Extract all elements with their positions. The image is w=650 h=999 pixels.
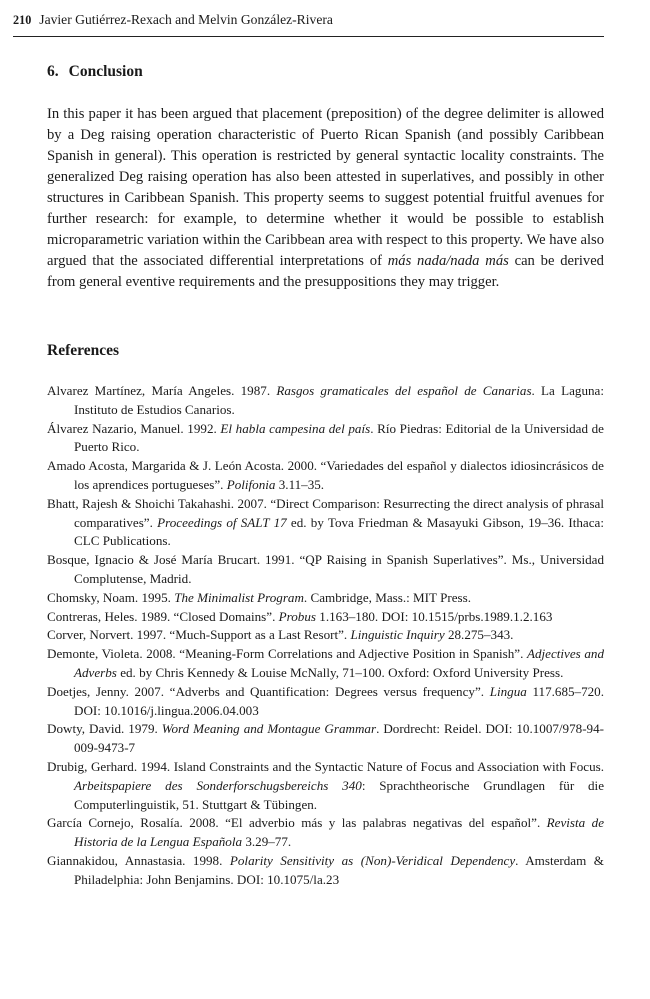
text-run: Demonte, Violeta. 2008. “Meaning-Form Correlations and Adjective Position in Spanish”. <box>47 646 527 662</box>
text-run: Doetjes, Jenny. 2007. “Adverbs and Quantification: Degrees versus frequency”. <box>47 683 490 699</box>
text-run: García Cornejo, Rosalía. 2008. “El adverbio más y las palabras negativas del español”. <box>47 815 547 831</box>
text-run: Álvarez Nazario, Manuel. 1992. <box>47 420 221 436</box>
page-content <box>47 61 604 890</box>
text-run: Alvarez Martínez, María Angeles. 1987. <box>47 383 277 398</box>
text-run: . Cambridge, Mass.: MIT Press. <box>303 589 471 605</box>
italic-text: Proceedings of SALT 17 <box>157 514 287 530</box>
reference-entry <box>47 626 604 645</box>
references-heading: References <box>47 342 120 359</box>
section-title: Conclusion <box>68 63 143 80</box>
text-run: can be derived from general eventive requirements and the presuppositions they may trigger. <box>47 253 604 290</box>
text-run: Dowty, David. 1979. <box>47 721 162 737</box>
text-run: Contreras, Heles. 1989. “Closed Domains”. <box>47 608 279 624</box>
reference-entry <box>47 382 604 420</box>
reference-entry <box>47 589 604 608</box>
reference-entry <box>47 495 604 551</box>
text-run: Corver, Norvert. 1997. “Much-Support as a Last Resort”. <box>47 627 351 643</box>
text-run: 28.275–343. <box>444 627 514 643</box>
italic-text: Word Meaning and Montague Grammar <box>161 721 377 737</box>
text-run: ed. by Tova Friedman & Masayuki Gibson, 19–36. Ithaca: CLC Publications. <box>74 514 604 549</box>
italic-text: Polifonia <box>226 476 276 492</box>
section-number: 6. <box>47 63 59 80</box>
text-run: . La Laguna: Instituto de Estudios Canarios. <box>74 383 604 417</box>
section-heading <box>47 61 604 83</box>
text-run: 117.685–720. DOI: 10.1016/j.lingua.2006.04.003 <box>74 683 604 718</box>
italic-text: Linguistic Inquiry <box>350 627 445 643</box>
reference-entry <box>47 608 604 627</box>
reference-list <box>47 382 604 890</box>
text-run: Drubig, Gerhard. 1994. Island Constraints and the Syntactic Nature of Focus and Association with Focus. <box>47 758 604 774</box>
italic-text: más nada/nada más <box>387 253 509 269</box>
italic-text: Rasgos gramaticales del español de Canarias <box>276 383 532 398</box>
italic-text: Arbeitspapiere des Sonderforschugsbereichs 340 <box>74 777 362 793</box>
conclusion-paragraph <box>47 104 604 293</box>
italic-text: Probus <box>278 608 316 624</box>
reference-entry <box>47 814 604 852</box>
reference-entry <box>47 683 604 721</box>
running-head <box>13 11 604 37</box>
reference-entry <box>47 645 604 683</box>
italic-text: Adjectives and Adverbs <box>74 646 604 680</box>
text-run: . Amsterdam & Philadelphia: John Benjamins. DOI: 10.1075/la.23 <box>74 852 604 887</box>
reference-entry <box>47 852 604 890</box>
text-run: 3.11–35. <box>275 476 325 492</box>
text-run: . Dordrecht: Reidel. DOI: 10.1007/978-94-009-9473-7 <box>74 721 605 756</box>
reference-entry <box>47 551 604 589</box>
page-number: 210 <box>13 13 32 27</box>
italic-text: The Minimalist Program <box>174 589 304 605</box>
text-run: In this paper it has been argued that placement (preposition) of the degree delimiter is allowed by a Deg raising operation characteristic of Puerto Rican Spanish (and possibly Caribbean Spanish in general). This operation is restricted by general syntactic locality constraints. The generalized Deg raising operation has also been attested in superlatives, and possibly in other structures in Caribbean Spanish. This property seems to suggest potential fruitful avenues for further research: for example, to determine whether it would be possible to establish microparametric variation within the Caribbean area with respect to this property. We have also argued that the associated differential interpretations of <box>47 106 604 269</box>
text-run: 1.163–180. DOI: 10.1515/prbs.1989.1.2.163 <box>316 608 553 624</box>
text-run: Bosque, Ignacio & José María Brucart. 1991. “QP Raising in Spanish Superlatives”. Ms., Universidad Complutense, Madrid. <box>47 552 604 586</box>
italic-text: El habla campesina del país <box>220 420 371 436</box>
reference-entry <box>47 720 604 758</box>
reference-entry <box>47 758 604 814</box>
reference-entry <box>47 457 604 495</box>
text-run: 3.29–77. <box>242 834 292 850</box>
italic-text: Revista de Historia de la Lengua Española <box>74 815 605 850</box>
reference-entry <box>47 420 604 458</box>
text-run: Giannakidou, Annastasia. 1998. <box>47 852 230 868</box>
italic-text: Polarity Sensitivity as (Non)-Veridical Dependency <box>229 852 516 868</box>
text-run: . Río Piedras: Editorial de la Universidad de Puerto Rico. <box>74 420 604 455</box>
running-head-authors: Javier Gutiérrez-Rexach and Melvin González-Rivera <box>39 12 333 27</box>
italic-text: Lingua <box>489 683 527 699</box>
text-run: Bhatt, Rajesh & Shoichi Takahashi. 2007. “Direct Comparison: Resurrecting the direct analysis of phrasal comparatives”. <box>47 495 604 530</box>
text-run: Amado Acosta, Margarida & J. León Acosta. 2000. “Variedades del español y dialectos idiosincrásicos de los aprendices portugueses”. <box>47 458 604 492</box>
text-run: ed. by Chris Kennedy & Louise McNally, 71–100. Oxford: Oxford University Press. <box>116 664 564 680</box>
text-run: : Sprachtheorische Grundlagen für die Computerlinguistik, 51. Stuttgart & Tübingen. <box>74 777 605 812</box>
text-run: Chomsky, Noam. 1995. <box>47 589 175 605</box>
